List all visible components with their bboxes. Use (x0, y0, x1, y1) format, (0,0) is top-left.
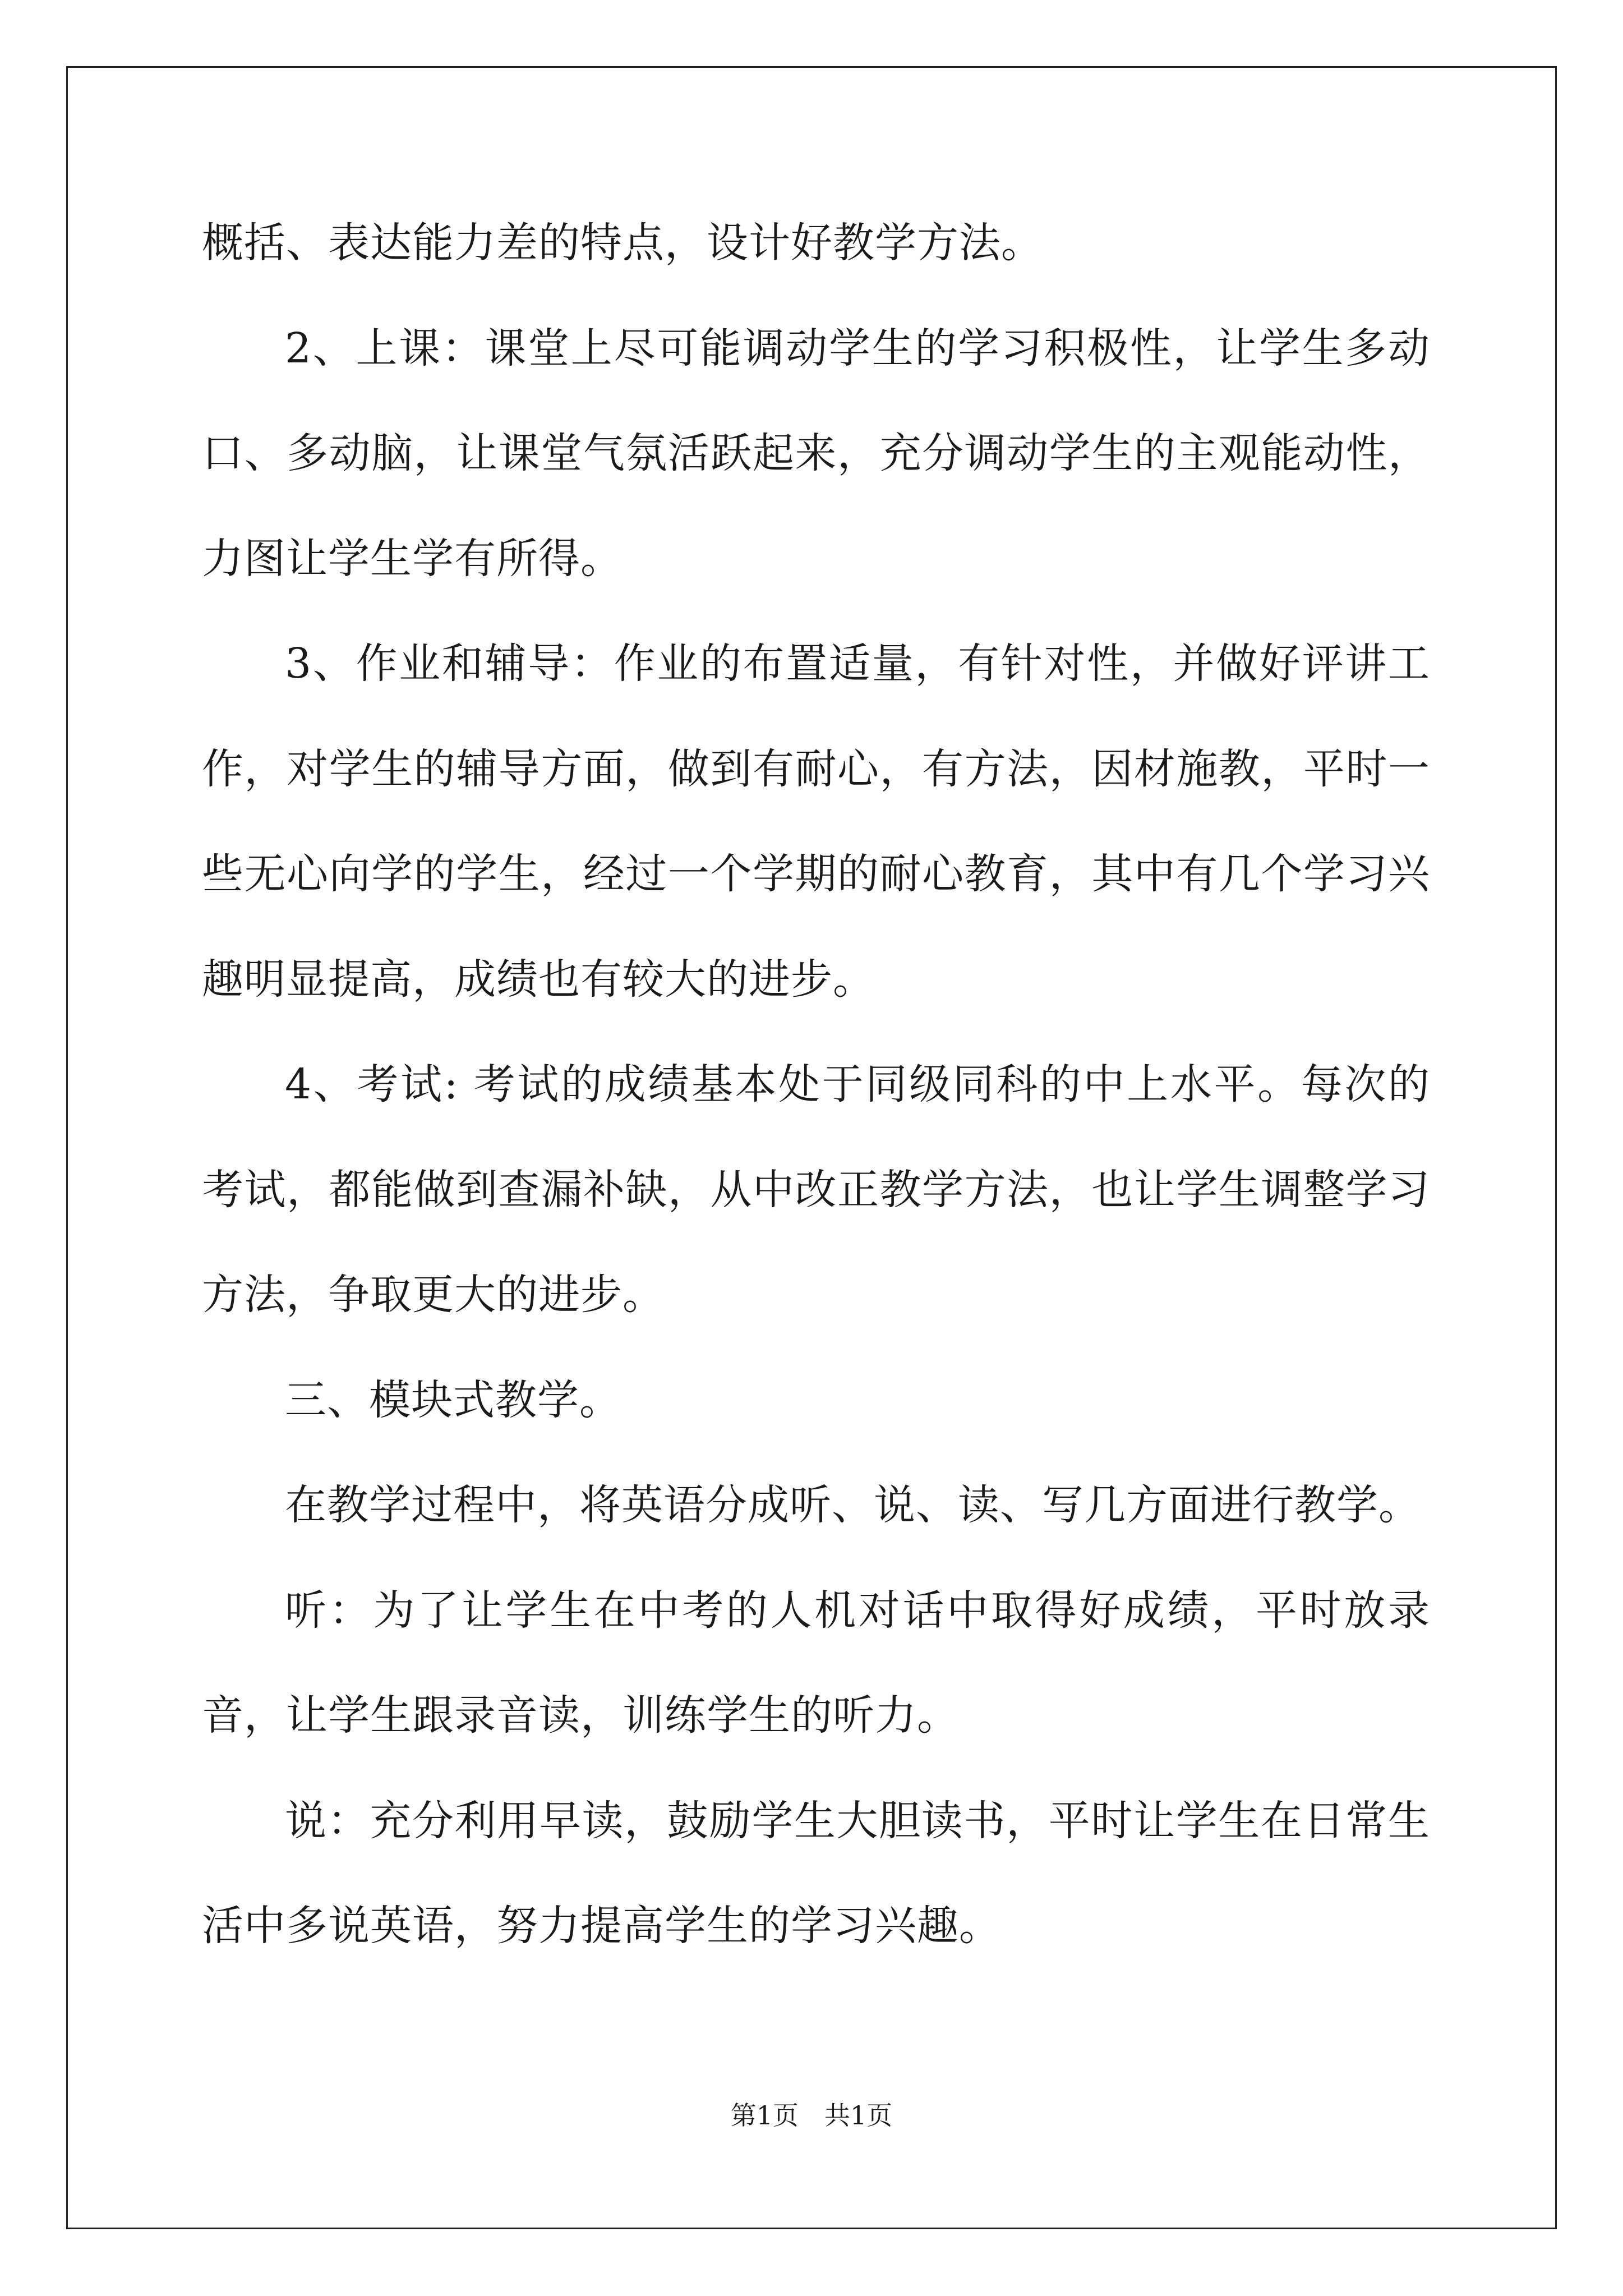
paragraph: 2、上课：课堂上尽可能调动学生的学习积极性，让学生多动口、多动脑，让课堂气氛活跃起来，充分调动学生的主观能动性，力图让学生学有所得。 (202, 324, 1430, 583)
paragraph: 说：充分利用早读，鼓励学生大胆读书，平时让学生在日常生活中多说英语，努力提高学生的学习兴趣。 (202, 1796, 1430, 1950)
paragraph: 在教学过程中，将英语分成听、说、读、写几方面进行教学。 (285, 1481, 1421, 1529)
page-number-footer: 第1页 共1页 (730, 2100, 893, 2131)
paragraph: 4、考试: 考试的成绩基本处于同级同科的中上水平。每次的考试，都能做到查漏补缺，从中改正教学方法，也让学生调整学习方法，争取更大的进步。 (202, 1060, 1430, 1319)
paragraph: 概括、表达能力差的特点，设计好教学方法。 (202, 219, 1043, 267)
section-heading: 三、模块式教学。 (285, 1375, 621, 1424)
document-body (202, 191, 1430, 1979)
paragraph: 3、作业和辅导：作业的布置适量，有针对性，并做好评讲工作，对学生的辅导方面，做到有耐心，有方法，因材施教，平时一些无心向学的学生，经过一个学期的耐心教育，其中有几个学习兴趣明显提高，成绩也有较大的进步。 (202, 639, 1430, 1004)
paragraph: 听：为了让学生在中考的人机对话中取得好成绩，平时放录音，让学生跟录音读，训练学生的听力。 (202, 1586, 1430, 1740)
